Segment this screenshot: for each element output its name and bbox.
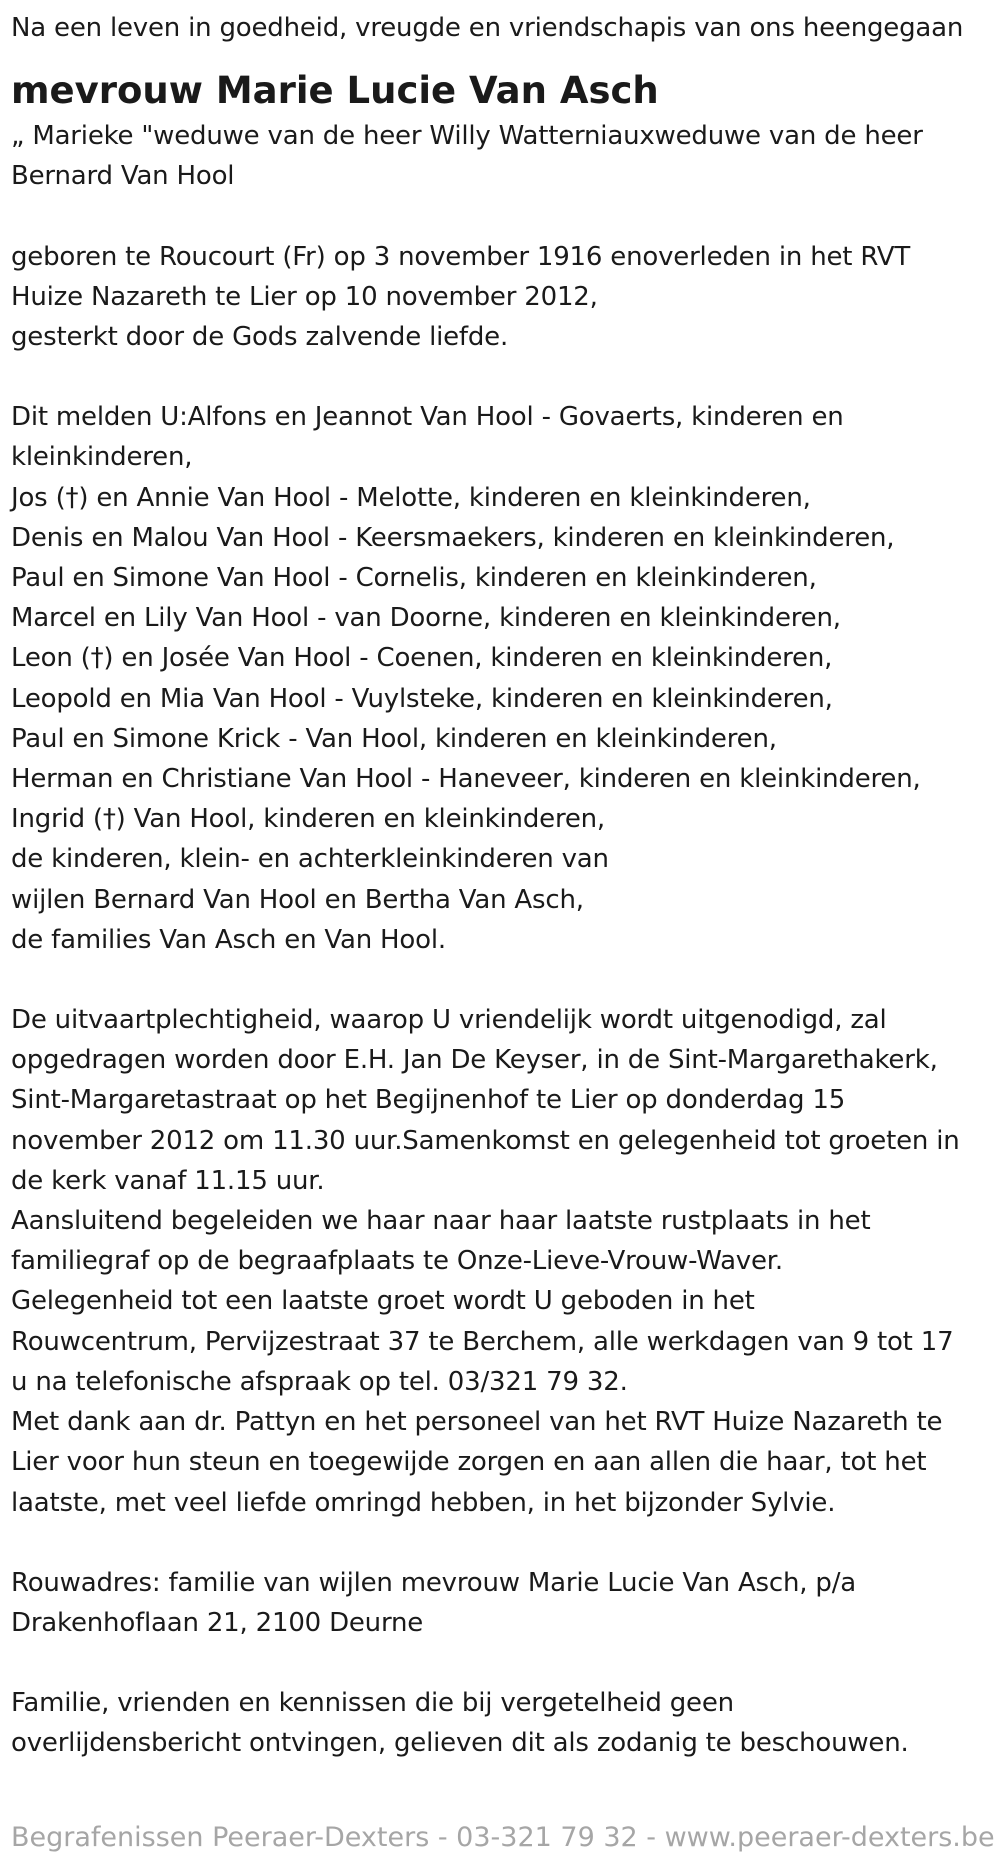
family-line: de kinderen, klein- en achterkleinkinderen van xyxy=(11,844,609,875)
closing-line: Familie, vrienden en kennissen die bij vergetelheid geen xyxy=(11,1688,734,1719)
ceremony-line: Met dank aan dr. Pattyn en het personeel van het RVT Huize Nazareth te xyxy=(11,1407,943,1438)
widow-block xyxy=(11,116,1000,196)
ceremony-line: Lier voor hun steun en toegewijde zorgen en aan allen die haar, tot het xyxy=(11,1447,927,1478)
ceremony-line: opgedragen worden door E.H. Jan De Keyser, in de Sint-Margarethakerk, xyxy=(11,1045,938,1076)
family-line: Marcel en Lily Van Hool - van Doorne, kinderen en kleinkinderen, xyxy=(11,603,841,634)
family-line: kleinkinderen, xyxy=(11,442,193,473)
widow-line: Bernard Van Hool xyxy=(11,161,235,192)
family-line: wijlen Bernard Van Hool en Bertha Van Asch, xyxy=(11,884,584,915)
family-line: Paul en Simone Van Hool - Cornelis, kinderen en kleinkinderen, xyxy=(11,563,817,594)
ceremony-line: u na telefonische afspraak op tel. 03/321 79 32. xyxy=(11,1366,628,1397)
family-block xyxy=(11,397,1000,960)
widow-line: „ Marieke "weduwe van de heer Willy Watterniauxweduwe van de heer xyxy=(11,121,923,152)
intro-line: Na een leven in goedheid, vreugde en vriendschapis van ons heengegaan xyxy=(11,13,964,43)
ceremony-line: de kerk vanaf 11.15 uur. xyxy=(11,1165,325,1196)
ceremony-line: november 2012 om 11.30 uur.Samenkomst en gelegenheid tot groeten in xyxy=(11,1125,960,1156)
ceremony-line: familiegraf op de begraafplaats te Onze-Lieve-Vrouw-Waver. xyxy=(11,1246,783,1277)
address-line: Rouwadres: familie van wijlen mevrouw Marie Lucie Van Asch, p/a xyxy=(11,1567,856,1598)
family-line: Dit melden U:Alfons en Jeannot Van Hool - Govaerts, kinderen en xyxy=(11,402,844,433)
ceremony-block xyxy=(11,1000,1000,1523)
address-line: Drakenhoflaan 21, 2100 Deurne xyxy=(11,1607,424,1638)
ceremony-line: Rouwcentrum, Pervijzestraat 37 te Berchem, alle werkdagen van 9 tot 17 xyxy=(11,1326,954,1357)
closing-line: overlijdensbericht ontvingen, gelieven dit als zodanig te beschouwen. xyxy=(11,1728,909,1759)
birth-line: Huize Nazareth te Lier op 10 november 2012, xyxy=(11,281,598,312)
funeral-home-footer: Begrafenissen Peeraer-Dexters - 03-321 79 32 - www.peeraer-dexters.be xyxy=(11,1822,995,1853)
family-line: Leopold en Mia Van Hool - Vuylsteke, kinderen en kleinkinderen, xyxy=(11,683,833,714)
closing-block xyxy=(11,1683,1000,1763)
family-line: Jos (†) en Annie Van Hool - Melotte, kinderen en kleinkinderen, xyxy=(11,482,811,513)
ceremony-line: laatste, met veel liefde omringd hebben, in het bijzonder Sylvie. xyxy=(11,1487,836,1518)
address-block xyxy=(11,1563,1000,1643)
birth-line: gesterkt door de Gods zalvende liefde. xyxy=(11,322,509,353)
birth-block xyxy=(11,237,1000,358)
birth-line: geboren te Roucourt (Fr) op 3 november 1916 enoverleden in het RVT xyxy=(11,241,911,272)
ceremony-line: Sint-Margaretastraat op het Begijnenhof te Lier op donderdag 15 xyxy=(11,1085,846,1116)
family-line: Leon (†) en Josée Van Hool - Coenen, kinderen en kleinkinderen, xyxy=(11,643,833,674)
family-line: Paul en Simone Krick - Van Hool, kinderen en kleinkinderen, xyxy=(11,723,777,754)
family-line: Denis en Malou Van Hool - Keersmaekers, kinderen en kleinkinderen, xyxy=(11,522,895,553)
family-line: Herman en Christiane Van Hool - Haneveer, kinderen en kleinkinderen, xyxy=(11,764,921,795)
ceremony-line: Aansluitend begeleiden we haar naar haar laatste rustplaats in het xyxy=(11,1206,871,1237)
family-line: de families Van Asch en Van Hool. xyxy=(11,924,446,955)
ceremony-line: Gelegenheid tot een laatste groet wordt U geboden in het xyxy=(11,1286,755,1317)
family-line: Ingrid (†) Van Hool, kinderen en kleinkinderen, xyxy=(11,804,605,835)
ceremony-line: De uitvaartplechtigheid, waarop U vriendelijk wordt uitgenodigd, zal xyxy=(11,1005,887,1036)
deceased-name: mevrouw Marie Lucie Van Asch xyxy=(11,69,659,113)
